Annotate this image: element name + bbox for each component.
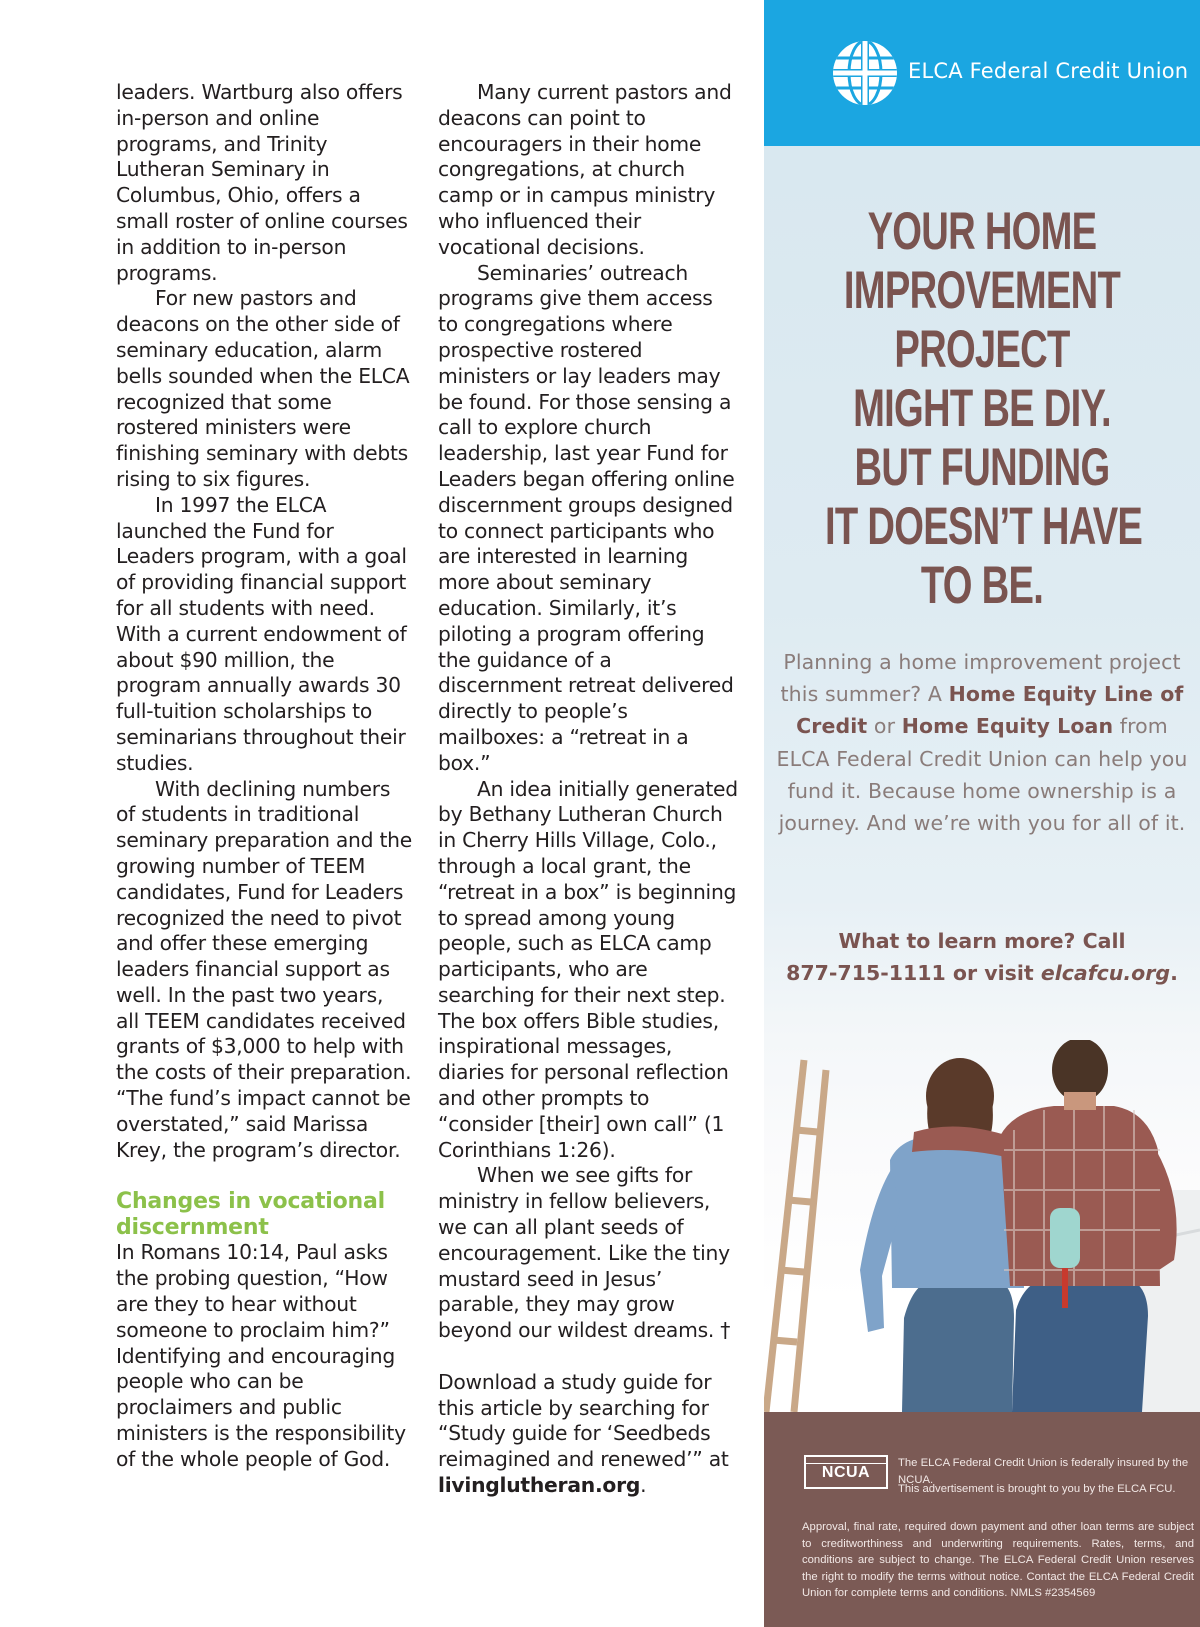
body-text: from ELCA Federal Credit Union can help you fund it. Because home ownership is a journey. And we’re with you for all of it.: [776, 714, 1188, 836]
study-guide-period: .: [640, 1473, 647, 1498]
study-guide-text: Download a study guide for this article by searching for “Study guide for ‘Seedbeds reimagined and renewed’” at: [438, 1369, 729, 1472]
ad-footer: [764, 1412, 1200, 1627]
headline-line: IT DOESN’T HAVE: [825, 497, 1143, 556]
headline-line: TO BE.: [920, 556, 1044, 615]
brand-name: ELCA Federal Credit Union: [908, 59, 1189, 83]
couple-photo: [764, 1040, 1200, 1412]
article-paragraph: Many current pastors and deacons can point to encouragers in their home congregations, at church camp or in campus ministry who influenced their vocational decisions.: [438, 80, 732, 259]
ad-header: [764, 0, 1200, 146]
section-subhead: Changes in vocational discernment: [116, 1189, 385, 1240]
sponsor-statement: This advertisement is brought to you by the ELCA FCU.: [898, 1483, 1176, 1495]
ladder-icon: [766, 1060, 826, 1412]
cta-line: What to learn more? Call: [838, 929, 1126, 953]
globe-cross-logo-icon: [830, 38, 900, 108]
article-paragraph: When we see gifts for ministry in fellow believers, we can all plant seeds of encouragement. Like the tiny mustard seed in Jesus’ parable, they may grow beyond our wildest dreams. †: [438, 1163, 731, 1343]
cta-url-link[interactable]: elcafcu.org: [1040, 961, 1171, 985]
ad-call-to-action: [770, 925, 1194, 989]
home-equity-loan-product: Home Equity Loan: [901, 714, 1114, 739]
article-paragraph: With declining numbers of students in traditional seminary preparation and the growing number of TEEM candidates, Fund for Leaders recognized the need to pivot and offer these emerging leaders financial support as well. In the past two years, all TEEM candidates received grants of $3,000 to help with the costs of their preparation. “The fund’s impact cannot be overstated,” said Marissa Krey, the program’s director.: [116, 776, 413, 1162]
headline-line: IMPROVEMENT: [843, 261, 1121, 320]
study-guide-link[interactable]: livinglutheran.org: [438, 1473, 641, 1498]
woman-figure: [860, 1058, 1024, 1412]
ad-headline: [825, 202, 1143, 615]
ncua-badge-label: NCUA: [821, 1464, 871, 1481]
cta-period: .: [1170, 961, 1178, 985]
body-text: Planning a home improvement project this summer? A: [780, 650, 1181, 707]
article-paragraph: In 1997 the ELCA launched the Fund for Leaders program, with a goal of providing financial support for all students with need. With a current endowment of about $90 million, the program annually awards 30 full-tuition scholarships to seminarians throughout their studies.: [116, 492, 407, 775]
headline-line: YOUR HOME: [867, 202, 1097, 261]
article-paragraph: leaders. Wartburg also offers in-person and online programs, and Trinity Lutheran Seminary in Columbus, Ohio, offers a small roster of online courses in addition to in-person programs.: [116, 80, 408, 285]
article-paragraph: In Romans 10:14, Paul asks the probing question, “How are they to hear without someone to proclaim him?” Identifying and encouraging people who can be proclaimers and public ministers is the responsibility of the whole people of God.: [116, 1240, 406, 1471]
body-text: or: [873, 714, 896, 739]
insured-statement: The ELCA Federal Credit Union is federally insured by the NCUA.: [898, 1457, 1189, 1486]
headline-line: BUT FUNDING: [854, 438, 1110, 497]
article-column-1: [116, 80, 412, 1473]
cta-line: [770, 957, 1194, 989]
ncua-badge-top: [806, 1457, 886, 1464]
article-paragraph: Seminaries’ outreach programs give them access to congregations where prospective rostered ministers or lay leaders may be found. For those sensing a call to explore church leadership, last year Fund for Leaders began offering online discernment groups designed to connect participants who are interested in learning more about seminary education. Similarly, it’s piloting a program offering the guidance of a discernment retreat delivered directly to people’s mailboxes: a “retreat in a box.”: [438, 260, 735, 775]
article-column-2: [438, 80, 738, 1499]
loan-disclaimer: Approval, final rate, required down payment and other loan terms are subject to creditworthiness and underwriting requirements. Rates, terms, and conditions are subject to change. The ELCA Federal Credit Union reserves the right to modify the terms without notice. Contact the ELCA Federal Credit Union for complete terms and conditions. NMLS #2354569: [802, 1521, 1194, 1600]
cta-phone: 877-715-1111 or visit: [786, 961, 1034, 985]
ad-body-copy: [770, 646, 1194, 839]
spacer: [438, 1344, 738, 1370]
headline-line: PROJECT: [894, 320, 1070, 379]
heloc-product: Home Equity Line of Credit: [796, 682, 1184, 739]
article-paragraph: An idea initially generated by Bethany Lutheran Church in Cherry Hills Village, Colo., through a local grant, the “retreat in a box” is beginning to spread among young people, such as ELCA camp participants, who are searching for their next step. The box offers Bible studies, inspirational messages, diaries for personal reflection and other prompts to “consider [their] own call” (1 Corinthians 1:26).: [438, 776, 738, 1162]
ncua-badge: [804, 1455, 888, 1489]
headline-line: MIGHT BE DIY.: [853, 379, 1111, 438]
credit-union-advertisement: [764, 0, 1200, 1627]
article-paragraph: For new pastors and deacons on the other side of seminary education, alarm bells sounded when the ELCA recognized that some rostered ministers were finishing seminary with debts rising to six figures.: [116, 286, 410, 491]
study-guide-note: [438, 1370, 738, 1499]
